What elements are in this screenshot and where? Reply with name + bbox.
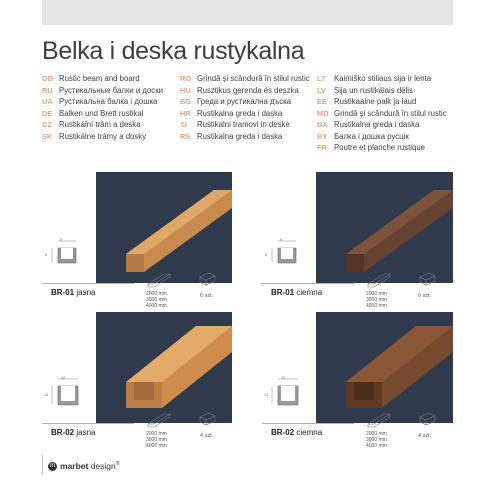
- package-icon: [197, 271, 217, 292]
- lang-code: BY: [317, 131, 328, 141]
- lang-text: Poutre et planche rustique: [334, 143, 426, 152]
- length-icon: [366, 412, 392, 433]
- lang-text: Kaimiško stiliaus sija ir lenta: [334, 74, 432, 83]
- lang-row: [317, 73, 447, 85]
- lang-code: HR: [180, 108, 191, 118]
- lang-text: Rustikalna greda i daska: [197, 108, 283, 118]
- product-code: BR-02: [271, 428, 295, 437]
- length-value: 3000 mm: [366, 297, 387, 303]
- profile-drawing-br01-light: [48, 238, 84, 268]
- divider: [42, 283, 134, 284]
- lang-text: Рустикальные балки и доски: [59, 85, 163, 95]
- length-value: 3000 mm: [366, 437, 387, 443]
- beam-photo-br01-light: [96, 172, 232, 283]
- length-value: 2000 mm: [146, 431, 167, 437]
- length-value: 4000 mm: [366, 303, 387, 309]
- brand-logo: [42, 461, 119, 471]
- lang-row: [317, 119, 447, 131]
- lang-row: [42, 131, 163, 143]
- lang-row: [317, 131, 447, 143]
- divider: [262, 283, 354, 284]
- divider: [42, 423, 134, 424]
- profile-drawing-br02-light: [48, 376, 84, 408]
- product-code-label: [51, 428, 95, 437]
- product-variant: ciemna: [296, 288, 323, 297]
- product-code: BR-01: [271, 288, 295, 297]
- length-value: 4000 mm: [146, 443, 167, 449]
- lang-row: [42, 85, 163, 97]
- lang-text: Rustikálne trámy a dosky: [59, 131, 147, 141]
- length-value: 4000 mm: [146, 303, 167, 309]
- lang-row: [180, 108, 310, 120]
- lang-text: Rustikální trám a deska: [59, 120, 141, 129]
- lang-row: [42, 119, 163, 131]
- profile-height-label: 6: [45, 252, 48, 257]
- top-bar: [42, 0, 453, 25]
- profile-height-label: 12: [264, 392, 269, 397]
- profile-height-label: 6: [265, 252, 268, 257]
- lang-code: LT: [317, 74, 326, 83]
- profile-width-label: 9: [60, 237, 63, 242]
- lang-code: HU: [180, 85, 191, 95]
- length-value: 2000 mm: [366, 431, 387, 437]
- languages-column-1: [42, 73, 163, 142]
- package-icon: [417, 411, 437, 432]
- lang-text: Rustikalna greda i daska: [334, 120, 420, 129]
- package-quantity: 4 szt.: [418, 433, 432, 439]
- lang-code: RS: [180, 131, 191, 141]
- lang-text: Grindă și scândură în stilul rustic: [334, 108, 447, 118]
- lang-row: [42, 96, 163, 108]
- lang-row: [180, 119, 310, 131]
- package-quantity: 4 szt.: [200, 433, 214, 439]
- length-list: [366, 431, 387, 449]
- product-variant: jasna: [76, 288, 96, 297]
- product-code: BR-02: [51, 428, 75, 437]
- lang-row: [180, 131, 310, 143]
- product-variant: ciemna: [296, 428, 323, 437]
- lang-row: [42, 108, 163, 120]
- lang-row: [317, 108, 447, 120]
- lang-code: DE: [42, 108, 53, 118]
- beam-photo-br01-dark: [316, 172, 453, 283]
- lang-code: FR: [317, 143, 327, 152]
- length-list: [146, 291, 167, 309]
- product-code-label: [271, 288, 322, 297]
- beam-photo-br02-dark: [316, 312, 453, 423]
- lang-code: SK: [42, 131, 53, 141]
- brand-name-bold: marbet: [60, 461, 89, 471]
- lang-code: GB: [42, 74, 54, 83]
- profile-width-label: 9: [280, 237, 283, 242]
- lang-text: Rustikalna greda i daska: [197, 131, 283, 141]
- profile-width-label: 12: [61, 375, 66, 380]
- brand-mark-icon: m: [50, 463, 55, 470]
- profile-drawing-br01-dark: [268, 238, 304, 268]
- length-icon: [146, 272, 172, 293]
- lang-text: Rustikalni tramovi in deske: [197, 120, 290, 129]
- lang-code: BG: [180, 97, 192, 106]
- lang-text: Балка і дошка русцік: [334, 131, 409, 141]
- lang-text: Rusztikus gerenda és deszka: [197, 85, 299, 95]
- lang-text: Balken und Brett rustikal: [59, 108, 144, 118]
- divider: [262, 423, 354, 424]
- lang-text: Рустикальна балка і дошка: [59, 97, 158, 106]
- lang-text: Rustikaalne palk ja laud: [334, 97, 417, 106]
- languages-column-2: [180, 73, 310, 142]
- lang-text: Sija un rustikālais dēlis: [334, 85, 413, 95]
- lang-text: Rustic beam and board: [59, 74, 140, 83]
- lang-row: [317, 96, 447, 108]
- length-value: 4000 mm: [366, 443, 387, 449]
- product-code-label: [51, 288, 95, 297]
- lang-row: [317, 85, 447, 97]
- package-quantity: 6 szt.: [418, 293, 432, 299]
- lang-row: [180, 73, 310, 85]
- length-value: 2000 mm: [366, 291, 387, 297]
- lang-row: [42, 73, 163, 85]
- lang-row: [180, 85, 310, 97]
- length-icon: [146, 412, 172, 433]
- lang-row: [180, 96, 310, 108]
- lang-code: SI: [180, 120, 187, 129]
- lang-code: BA: [317, 120, 328, 129]
- product-variant: jasna: [76, 428, 96, 437]
- package-quantity: 6 szt.: [200, 293, 214, 299]
- package-icon: [197, 411, 217, 432]
- product-code: BR-01: [51, 288, 75, 297]
- lang-code: RO: [180, 74, 192, 83]
- brand-reg: ®: [115, 461, 120, 468]
- lang-code: RU: [42, 85, 53, 95]
- lang-text: Grindă și scândură în stilul rustic: [197, 74, 310, 83]
- lang-code: CZ: [42, 120, 52, 129]
- length-list: [146, 431, 167, 449]
- length-value: 3000 mm: [146, 297, 167, 303]
- lang-code: LV: [317, 85, 326, 95]
- beam-photo-br02-light: [96, 312, 232, 423]
- length-list: [366, 291, 387, 309]
- languages-column-3: [317, 73, 447, 154]
- length-value: 3000 mm: [146, 437, 167, 443]
- lang-row: [317, 142, 447, 154]
- profile-height-label: 12: [44, 392, 49, 397]
- product-code-label: [271, 428, 322, 437]
- lang-code: MD: [317, 108, 329, 118]
- brand-name-rest: design: [88, 461, 116, 471]
- lang-code: EE: [317, 97, 327, 106]
- length-value: 2000 mm: [146, 291, 167, 297]
- lang-code: UA: [42, 97, 53, 106]
- lang-text: Греда и рустикална дъска: [197, 97, 292, 106]
- profile-width-label: 12: [281, 375, 286, 380]
- profile-drawing-br02-dark: [268, 376, 304, 408]
- length-icon: [366, 272, 392, 293]
- page-title: Belka i deska rustykalna: [42, 37, 305, 65]
- package-icon: [417, 271, 437, 292]
